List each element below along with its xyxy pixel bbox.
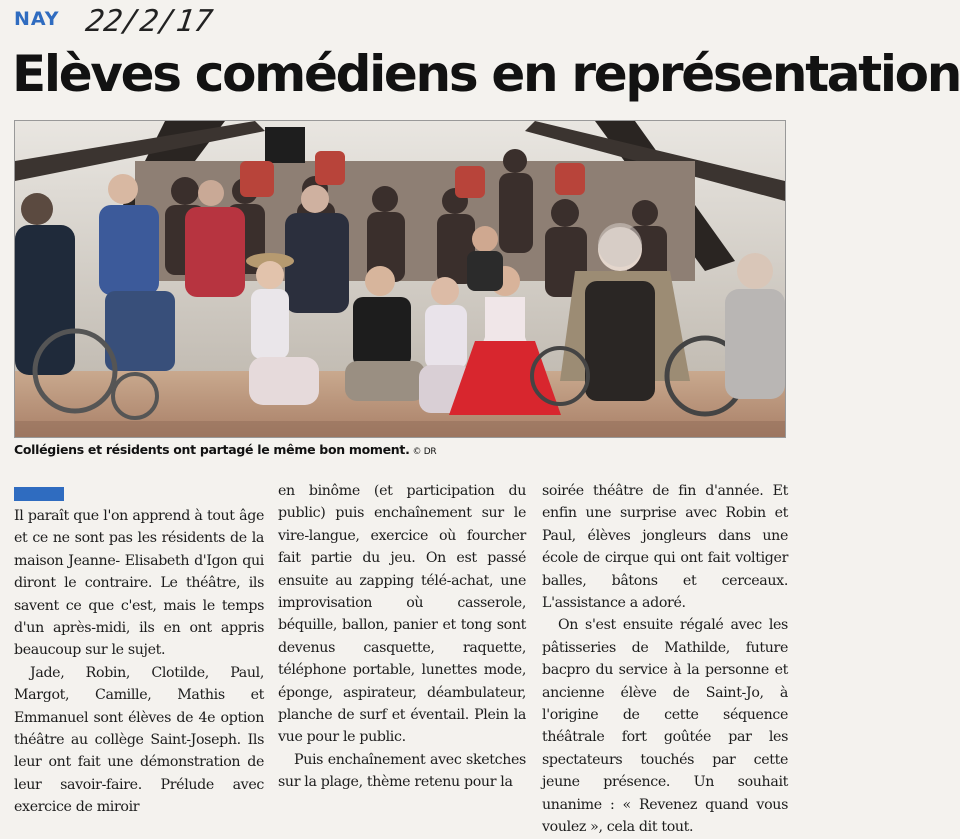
column-2-paragraph-2: Puis enchaînement avec sketches sur la plage, thème retenu pour la bbox=[278, 751, 526, 791]
article-photo bbox=[14, 120, 786, 438]
handwritten-date: 22/2/17 bbox=[83, 4, 215, 39]
article-column-2 bbox=[278, 480, 526, 794]
column-2-paragraph-1: en binôme (et participation du public) puis enchaînement sur le vire-langue, exercice où fourcher fait partie du jeu. On est passé ensuite au zapping télé-achat, une improvisation où casserole, béquille, ballon, panier et tong sont devenus casquette, raquette, téléphone portable, lunettes mode, éponge, aspirateur, déambulateur, planche de surf et éventail. Plein la vue pour le public. bbox=[278, 483, 526, 746]
column-1-paragraph-2: Jade, Robin, Clotilde, Paul, Margot, Camille, Mathis et Emmanuel sont élèves de 4e option théâtre au collège Saint-Joseph. Ils leur ont fait une démonstration de leur savoir-faire. Prélude avec exercice de miroir bbox=[14, 664, 264, 816]
article-column-1 bbox=[14, 505, 264, 819]
photo-caption-text: Collégiens et résidents ont partagé le même bon moment. bbox=[14, 442, 410, 457]
column-3-paragraph-1: soirée théâtre de fin d'année. Et enfin une surprise avec Robin et Paul, élèves jongleurs dans une école de cirque qui ont fait voltiger balles, bâtons et cerceaux. L'assistance a adoré. bbox=[542, 483, 788, 612]
section-kicker: NAY bbox=[14, 8, 60, 30]
article-headline: Elèves comédiens en représentation bbox=[12, 45, 960, 103]
column-3-paragraph-2: On s'est ensuite régalé avec les pâtisseries de Mathilde, future bacpro du service à la personne et ancienne élève de Saint-Jo, à l'origine de cette séquence théâtrale fort goûtée par les spectateurs touchés par cette jeune présence. Un souhait unanime : « Revenez quand vous voulez », cela dit tout. bbox=[542, 617, 788, 836]
column-1-paragraph-1: Il paraît que l'on apprend à tout âge et ce ne sont pas les résidents de la maison Jeanne- Elisabeth d'Igon qui diront le contraire. Le théâtre, ils savent ce que c'est, mais le temps d'un après-midi, ils en ont appris beaucoup sur le sujet. bbox=[14, 508, 264, 659]
section-accent-bar bbox=[14, 487, 64, 501]
photo-caption bbox=[14, 442, 784, 457]
group-photo-illustration bbox=[15, 121, 785, 437]
article-column-3 bbox=[542, 480, 788, 839]
photo-credit: © DR bbox=[412, 447, 437, 457]
